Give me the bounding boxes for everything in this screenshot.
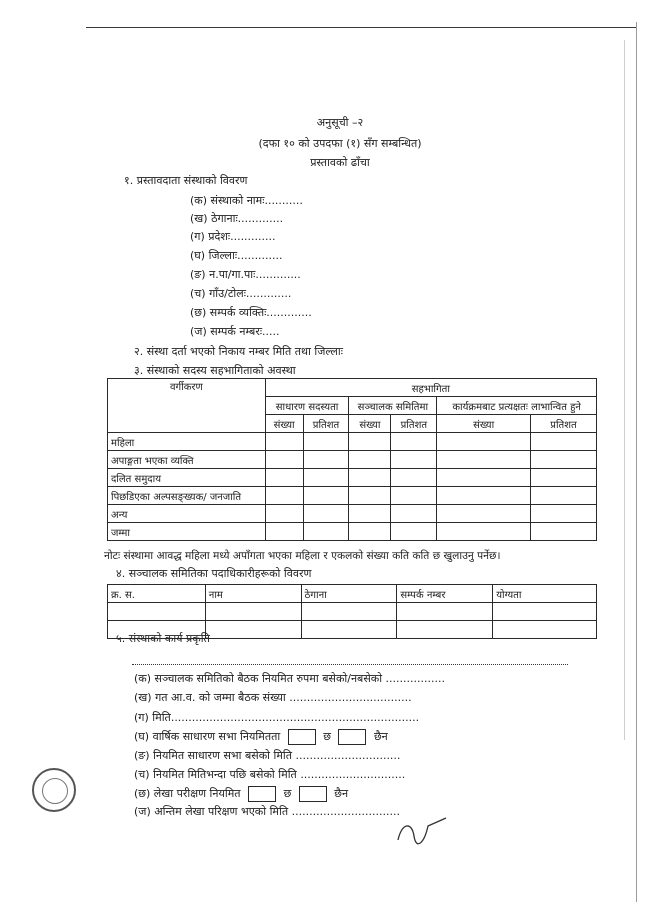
province-field: (ग) प्रदेशः............. [190,230,276,243]
work-nature-line [132,664,568,665]
agm-regularity-item [134,729,388,745]
district-field: (घ) जिल्लाः............. [190,249,283,262]
section5-heading: ५. संस्थाको कार्य प्रकृति [116,632,210,645]
municipality-field: (ङ) न.पा/गा.पाः............. [190,268,301,281]
contact-number-field: (ज) सम्पर्क नम्बरः..... [190,325,280,338]
section1-heading: १. प्रस्तावदाता संस्थाको विवरण [124,174,248,187]
audit-no-checkbox[interactable] [299,786,327,802]
signature-mark [394,816,454,846]
table-note: नोटः संस्थामा आवद्ध महिला मध्ये अपाँगता भएका महिला र एकलको संख्या कति कति छ खुलाउनु पर्नेछ। [104,550,501,562]
village-tole-field: (च) गाँउ/टोलः............. [190,287,292,300]
audit-no-label: छैन [334,787,349,800]
address-field: (ख) ठेगानाः............. [190,212,284,225]
table-row [108,451,597,469]
row-label-other: अन्य [108,505,266,523]
scan-top-edge [86,27,636,28]
seal-inner-ring [42,778,68,804]
schedule-reference: (दफा १० को उपदफा (१) सँग सम्बन्धित) [258,137,422,150]
audit-yes-label: छ [283,787,292,800]
audit-regularity-item [134,786,348,802]
form-title: प्रस्तावको ढाँचा [310,156,370,169]
agm-yes-label: छ [323,730,331,743]
subhead-count: संख्या [265,415,303,433]
date-item: (ग) मिति....................................................................... [134,711,420,724]
row-label-disabled: अपाङ्गता भएका व्यक्ति [108,451,266,469]
office-seal-stamp [32,768,76,812]
agm-yes-checkbox[interactable] [288,729,316,745]
subhead-percent: प्रतिशत [303,415,349,433]
contact-person-field: (छ) सम्पर्क व्यक्तिः............. [190,306,312,319]
membership-table [107,378,597,541]
audit-yes-checkbox[interactable] [248,786,276,802]
row-label-minority: पिछडिएका अल्पसङ्ख्यक/ जनजाति [108,487,266,505]
section2-heading: २. संस्था दर्ता भएको निकाय नम्बर मिति तथा जिल्लाः [134,345,343,358]
subhead-count: संख्या [437,415,531,433]
col-address: ठेगाना [301,585,397,603]
group-direct-beneficiaries: कार्यक्रमबाट प्रत्यक्षतः लाभान्वित हुने [437,397,597,415]
agm-no-checkbox[interactable] [338,729,366,745]
row-label-women: महिला [108,433,266,451]
row-label-total: जम्मा [108,523,266,541]
subhead-percent: प्रतिशत [391,415,437,433]
group-executive-committee: सञ्चालक समितिमा [349,397,437,415]
schedule-label: अनुसूची –२ [316,116,364,129]
org-name-field: (क) संस्थाको नामः........... [190,194,303,207]
board-meeting-item: (क) सञ्चालक समितिको बैठक नियमित रुपमा बसेको/नबसेको ................. [134,672,446,685]
table-header-participation: सहभागिता [265,379,596,397]
last-audit-item: (ज) अन्तिम लेखा परिक्षण भएको मिति ............................... [134,805,401,818]
group-general-membership: साधारण सदस्यता [265,397,349,415]
col-contact-number: सम्पर्क नम्बर [397,585,493,603]
scan-right-edge [636,22,637,902]
meeting-count-item: (ख) गत आ.व. को जम्मा बैठक संख्या ................................... [134,691,412,704]
audit-regularity-label: (छ) लेखा परीक्षण नियमित [134,787,241,800]
table-row [108,523,597,541]
table-header-category: वर्गीकरण [108,379,266,433]
section4-heading: ४. सञ्चालक समितिका पदाधिकारीहरूको विवरण [116,567,312,580]
table-row [108,469,597,487]
section3-heading: ३. संस्थाको सदस्य सहभागिताको अवस्था [134,364,296,377]
col-qualification: योग्यता [493,585,597,603]
committee-table [107,584,597,639]
agm-regularity-label: (घ) वार्षिक साधारण सभा नियमितता [134,730,281,743]
agm-no-label: छैन [373,730,388,743]
col-name: नाम [205,585,301,603]
col-serial-no: क्र. स. [108,585,206,603]
table-row [108,433,597,451]
row-label-dalit: दलित समुदाय [108,469,266,487]
late-meeting-item: (च) नियमित मितिभन्दा पछि बसेको मिति .............................. [134,768,406,781]
subhead-count: संख्या [349,415,391,433]
scan-right-edge-inner [624,40,625,740]
table-row [108,505,597,523]
table-row [108,487,597,505]
agm-date-item: (ङ) नियमित साधारण सभा बसेको मिति .............................. [134,749,401,762]
subhead-percent: प्रतिशत [531,415,597,433]
table-row [108,603,597,621]
